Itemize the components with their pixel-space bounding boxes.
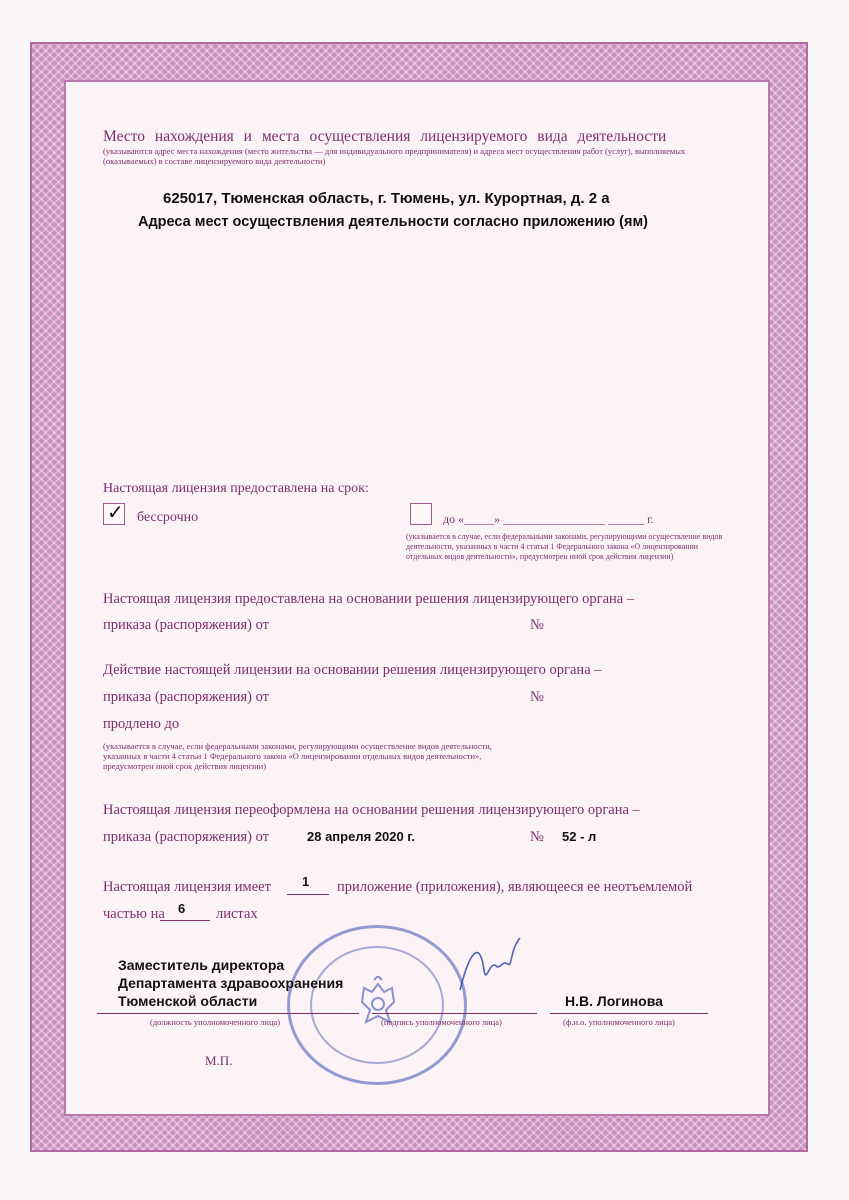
position-caption: (должность уполномоченного лица) bbox=[150, 1017, 281, 1027]
attachments-suffix: приложение (приложения), являющееся ее неотъемлемой bbox=[337, 879, 693, 895]
stamp-inner-ring bbox=[310, 946, 444, 1064]
until-note: (указывается в случае, если федеральными законами, регулирующими осуществление видов деятельности, указанных в части 4 статьи 1 Федерального закона «О лицензировании отдельных видов деятельности», предусмотрен иной срок действия лицензии) bbox=[406, 532, 723, 561]
extension-line1: Действие настоящей лицензии на основании решения лицензирующего органа – bbox=[103, 662, 602, 678]
unlimited-label: бессрочно bbox=[137, 510, 199, 525]
position-line2: Департамента здравоохранения bbox=[118, 975, 344, 991]
official-stamp bbox=[287, 925, 467, 1085]
basis-number-sign: № bbox=[530, 617, 544, 633]
location-note: (указываются адрес места нахождения (место жительства — для индивидуального предпринимателя) и адреса мест осуществления работ (услуг), выполняемых (оказываемых) в составе лицензируемого вида деятельности) bbox=[103, 146, 686, 166]
basis-line2: приказа (распоряжения) от bbox=[103, 617, 269, 633]
until-label: до «_____» _________________ ______ г. bbox=[443, 512, 654, 526]
attachments-sheets: 6 bbox=[178, 901, 186, 916]
position-line3: Тюменской области bbox=[118, 993, 258, 1009]
location-heading: Место нахождения и места осуществления лицензируемого вида деятельности bbox=[103, 128, 667, 145]
check-mark-icon: ✓ bbox=[107, 500, 124, 524]
handwritten-signature bbox=[450, 930, 530, 1000]
reissue-number: 52 - л bbox=[562, 829, 597, 844]
name-underline bbox=[550, 1013, 708, 1014]
attachments-part-suffix: листах bbox=[216, 906, 258, 922]
position-line1: Заместитель директора bbox=[118, 957, 285, 973]
seal-label: М.П. bbox=[205, 1053, 233, 1068]
term-heading: Настоящая лицензия предоставлена на срок: bbox=[103, 481, 369, 496]
attachments-count: 1 bbox=[302, 874, 310, 889]
basis-line1: Настоящая лицензия предоставлена на основании решения лицензирующего органа – bbox=[103, 591, 635, 607]
attachments-sheets-line bbox=[160, 920, 210, 921]
reissue-date: 28 апреля 2020 г. bbox=[307, 829, 416, 844]
attachments-prefix: Настоящая лицензия имеет bbox=[103, 879, 271, 895]
signature-caption: (подпись уполномоченного лица) bbox=[381, 1017, 502, 1027]
attachments-count-line bbox=[287, 894, 329, 895]
reissue-line1: Настоящая лицензия переоформлена на основании решения лицензирующего органа – bbox=[103, 802, 640, 818]
main-address: 625017, Тюменская область, г. Тюмень, ул. Курортная, д. 2 а bbox=[163, 190, 610, 207]
signatory-name: Н.В. Логинова bbox=[565, 993, 663, 1009]
signature-underline bbox=[372, 1013, 537, 1014]
position-underline bbox=[97, 1013, 359, 1014]
until-checkbox bbox=[410, 503, 432, 525]
name-caption: (ф.и.о. уполномоченного лица) bbox=[563, 1017, 675, 1027]
extension-number-sign: № bbox=[530, 689, 544, 705]
extended-label: продлено до bbox=[103, 716, 180, 732]
unlimited-checkbox bbox=[103, 500, 125, 525]
extension-line2: приказа (распоряжения) от bbox=[103, 689, 269, 705]
reissue-line2: приказа (распоряжения) от bbox=[103, 829, 269, 845]
addresses-note: Адреса мест осуществления деятельности согласно приложению (ям) bbox=[138, 214, 648, 230]
reissue-number-sign: № bbox=[530, 829, 544, 845]
coat-of-arms-icon bbox=[352, 976, 404, 1036]
extension-note: (указывается в случае, если федеральными законами, регулирующими осуществление видов деятельности, указанных в части 4 статьи 1 Федерального закона «О лицензировании отдельных видов деятельности», предусмотрен иной срок действия лицензии) bbox=[103, 741, 492, 771]
attachments-part-prefix: частью на bbox=[103, 906, 165, 922]
